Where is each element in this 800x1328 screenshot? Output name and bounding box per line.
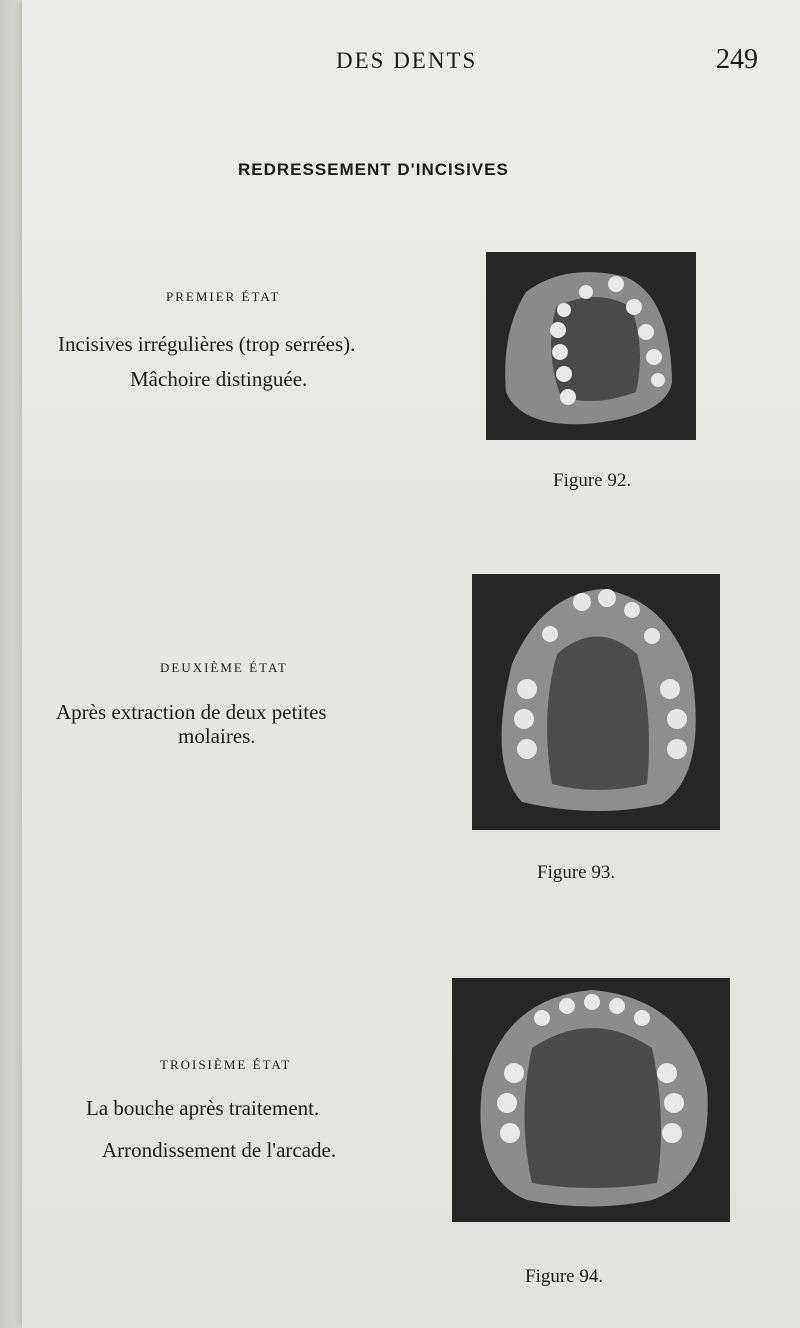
state-2-heading: DEUXIÈME ÉTAT [160,660,288,675]
page-number: 249 [716,44,758,75]
figure-92-label: Figure 92. [553,470,632,491]
state-1-line-1: Incisives irrégulières (trop serrées). [58,332,356,356]
state-2-line-1: Après extraction de deux petites [56,700,327,724]
dental-cast-image [472,574,720,830]
figure-94-photo [452,978,730,1222]
figure-93-label: Figure 93. [537,862,616,883]
state-3-line-1: La bouche après traitement. [86,1096,320,1120]
dental-cast-image [486,252,696,440]
state-3-heading: TROISIÈME ÉTAT [160,1057,292,1072]
running-head: DES DENTS [336,48,478,73]
dental-cast-image [452,978,730,1222]
plate-title: REDRESSEMENT D'INCISIVES [238,160,509,179]
figure-93-photo [472,574,720,830]
state-3-line-2: Arrondissement de l'arcade. [102,1138,337,1162]
state-1-line-2: Mâchoire distinguée. [130,367,308,391]
figure-92-photo [486,252,696,440]
figure-94-label: Figure 94. [525,1266,604,1287]
page-edge [0,0,24,1328]
state-2-line-2: molaires. [178,724,256,748]
state-1-heading: PREMIER ÉTAT [166,289,281,304]
